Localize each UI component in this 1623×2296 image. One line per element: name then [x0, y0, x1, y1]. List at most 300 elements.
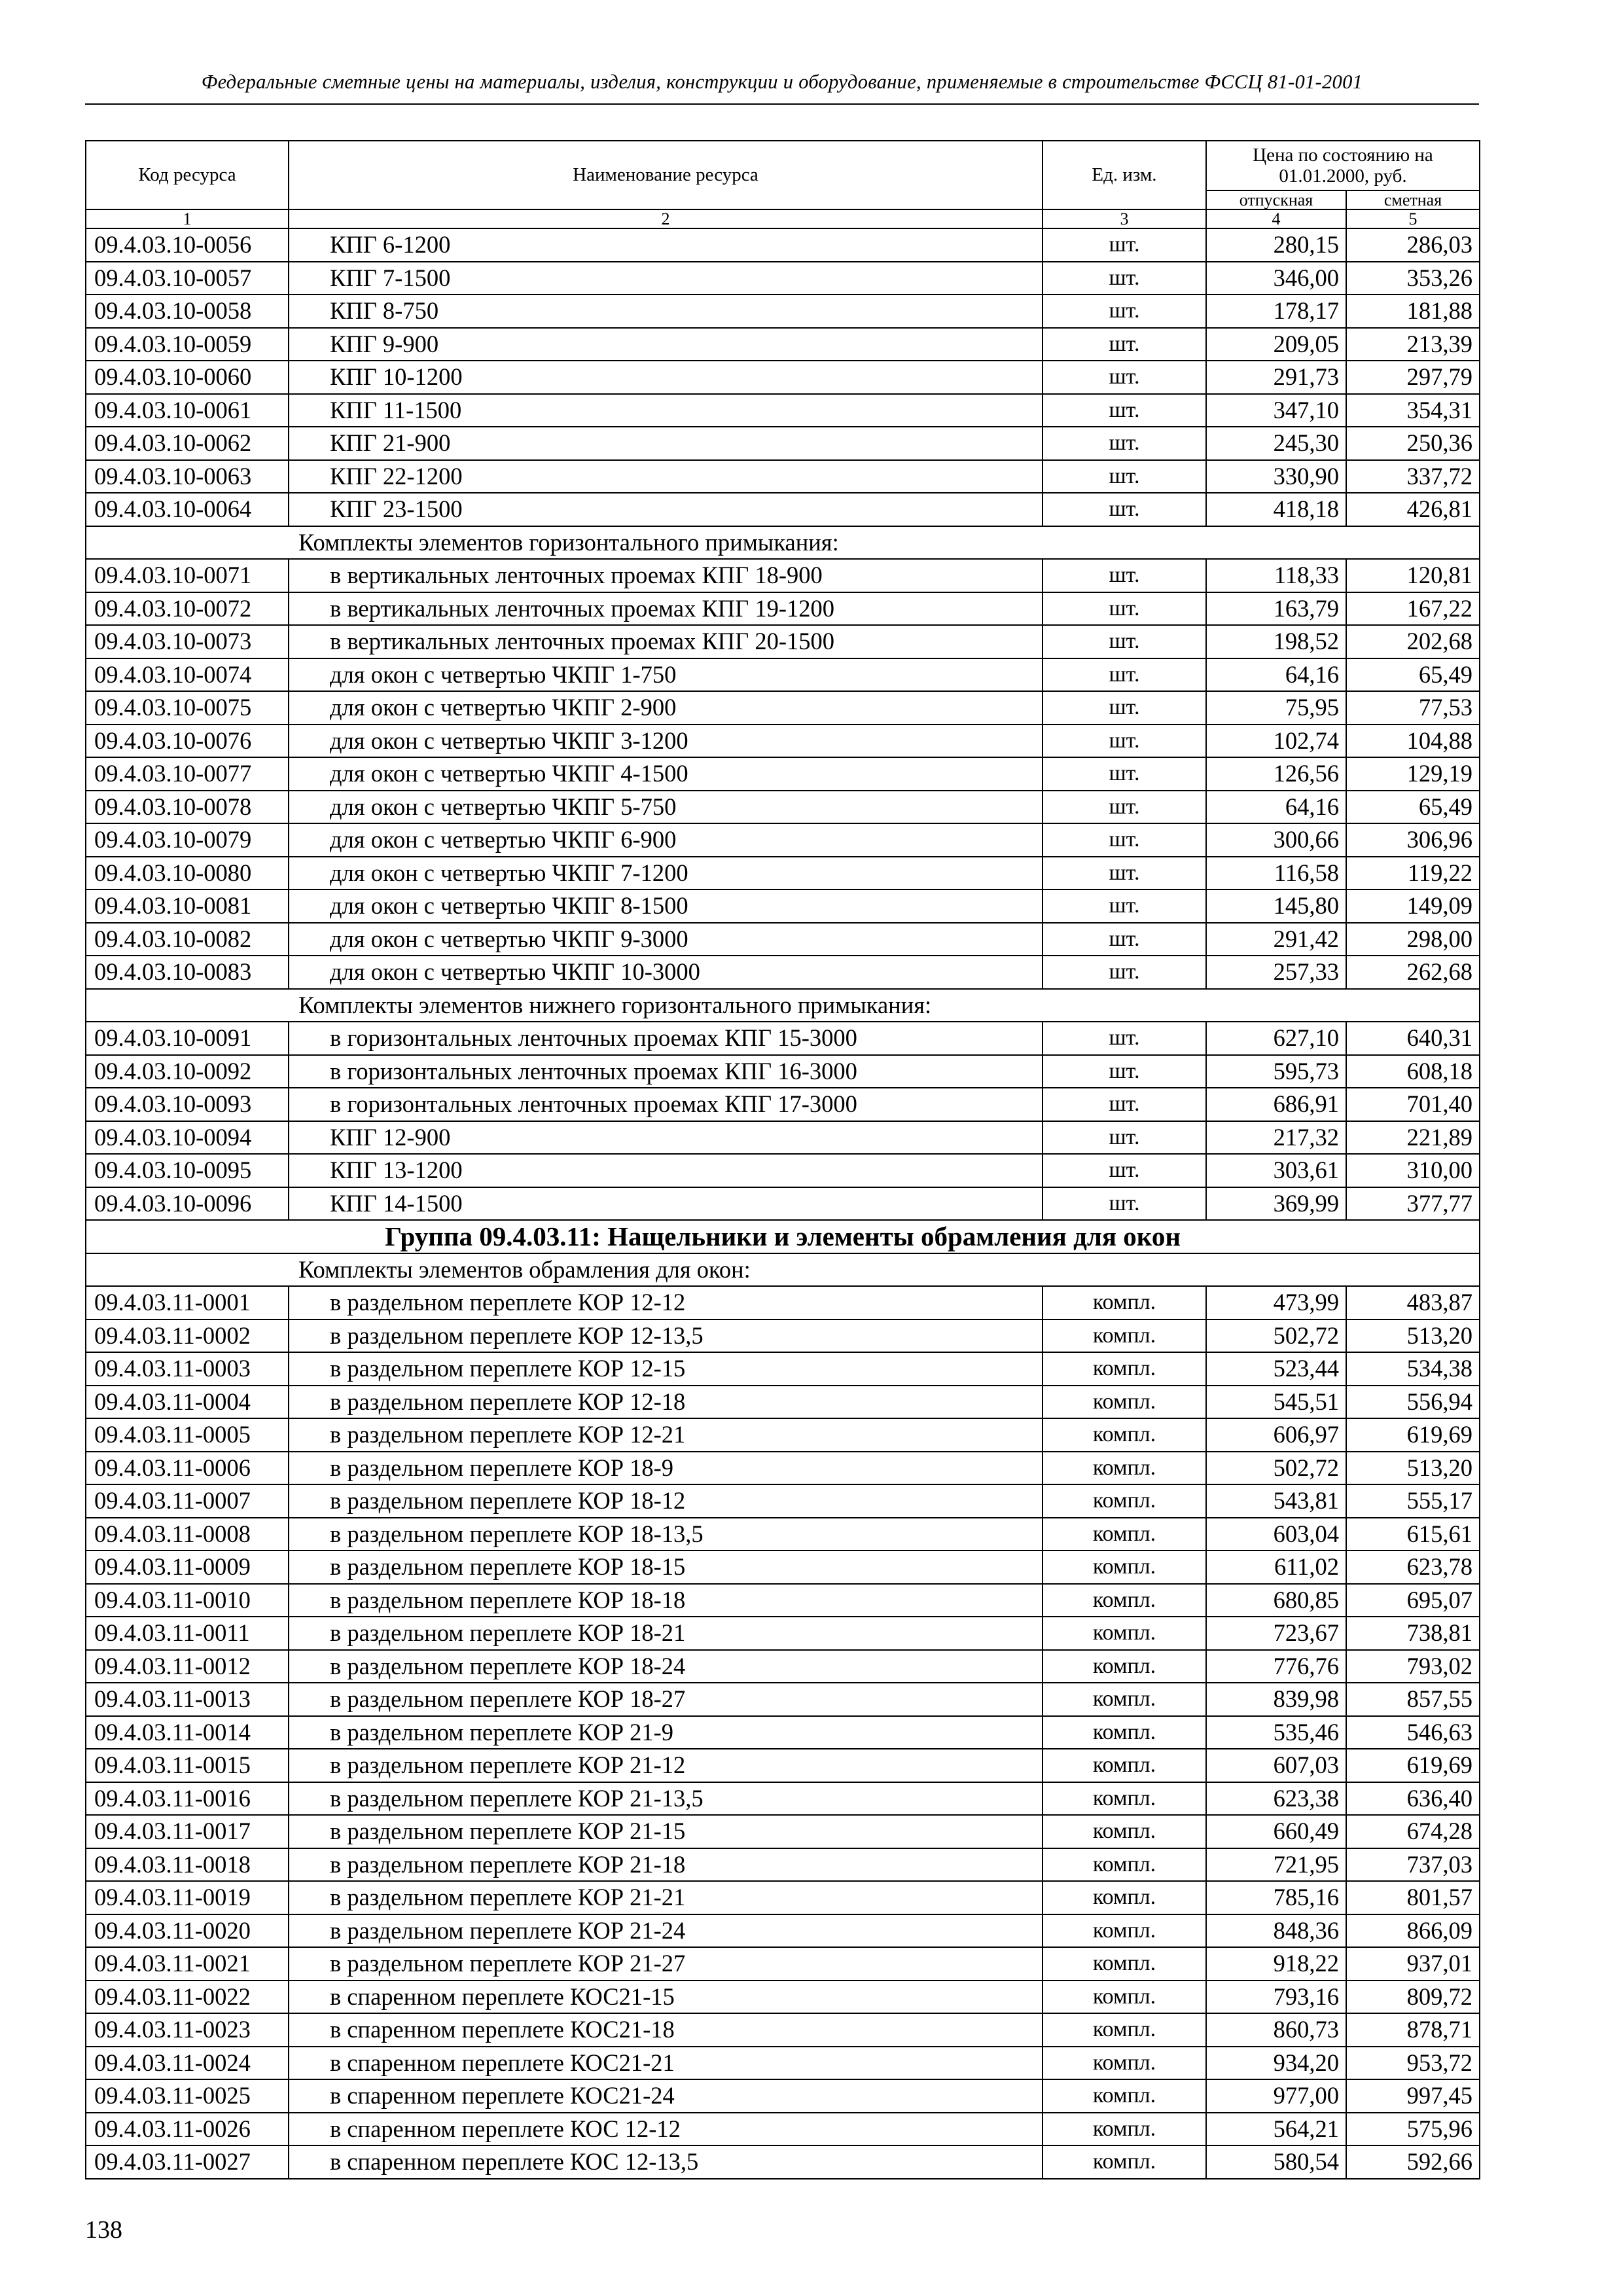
- release-price: 606,97: [1206, 1418, 1346, 1452]
- resource-name: в раздельном переплете КОР 21-24: [289, 1914, 1043, 1948]
- unit-of-measure: шт.: [1043, 1187, 1206, 1221]
- unit-of-measure: компл.: [1043, 1584, 1206, 1617]
- unit-of-measure: компл.: [1043, 2079, 1206, 2113]
- resource-code: 09.4.03.10-0072: [86, 592, 289, 626]
- column-number: 4: [1206, 209, 1346, 228]
- estimate-price: 377,77: [1346, 1187, 1480, 1221]
- table-row: [86, 2145, 1480, 2179]
- unit-of-measure: компл.: [1043, 1418, 1206, 1452]
- resource-name: КПГ 9-900: [289, 328, 1043, 361]
- unit-of-measure: шт.: [1043, 956, 1206, 989]
- resource-code: 09.4.03.11-0023: [86, 2013, 289, 2047]
- resource-code: 09.4.03.10-0063: [86, 460, 289, 493]
- table-row: [86, 228, 1480, 262]
- resource-code: 09.4.03.10-0062: [86, 427, 289, 460]
- estimate-price: 298,00: [1346, 923, 1480, 956]
- estimate-price: 592,66: [1346, 2145, 1480, 2179]
- resource-name: в вертикальных ленточных проемах КПГ 18-900: [289, 559, 1043, 592]
- resource-code: 09.4.03.11-0002: [86, 1319, 289, 1353]
- table-row: [86, 1386, 1480, 1419]
- unit-of-measure: шт.: [1043, 658, 1206, 692]
- estimate-price: 575,96: [1346, 2113, 1480, 2146]
- estimate-price: 809,72: [1346, 1981, 1480, 2014]
- estimate-price: 77,53: [1346, 691, 1480, 725]
- release-price: 848,36: [1206, 1914, 1346, 1948]
- estimate-price: 878,71: [1346, 2013, 1480, 2047]
- unit-of-measure: шт.: [1043, 1088, 1206, 1121]
- resource-name: в раздельном переплете КОР 18-9: [289, 1452, 1043, 1485]
- resource-code: 09.4.03.10-0073: [86, 625, 289, 658]
- resource-code: 09.4.03.10-0058: [86, 295, 289, 328]
- resource-name: КПГ 14-1500: [289, 1187, 1043, 1221]
- resource-name: для окон с четвертью ЧКПГ 6-900: [289, 823, 1043, 857]
- resource-name: в горизонтальных ленточных проемах КПГ 17-3000: [289, 1088, 1043, 1121]
- unit-of-measure: шт.: [1043, 228, 1206, 262]
- table-row: [86, 1121, 1480, 1155]
- table-row: [86, 1418, 1480, 1452]
- unit-of-measure: шт.: [1043, 262, 1206, 295]
- resource-code: 09.4.03.11-0017: [86, 1815, 289, 1848]
- estimate-price: 866,09: [1346, 1914, 1480, 1948]
- resource-name: КПГ 21-900: [289, 427, 1043, 460]
- estimate-price: 534,38: [1346, 1352, 1480, 1386]
- resource-name: в раздельном переплете КОР 12-18: [289, 1386, 1043, 1419]
- estimate-price: 286,03: [1346, 228, 1480, 262]
- resource-name: в раздельном переплете КОР 18-12: [289, 1484, 1043, 1518]
- table-row: [86, 328, 1480, 361]
- unit-of-measure: компл.: [1043, 2013, 1206, 2047]
- resource-name: для окон с четвертью ЧКПГ 7-1200: [289, 857, 1043, 890]
- resource-code: 09.4.03.11-0011: [86, 1617, 289, 1650]
- release-price: 603,04: [1206, 1518, 1346, 1551]
- release-price: 523,44: [1206, 1352, 1346, 1386]
- resource-name: КПГ 12-900: [289, 1121, 1043, 1155]
- subheading-row: [86, 989, 1480, 1022]
- release-price: 118,33: [1206, 559, 1346, 592]
- estimate-price: 262,68: [1346, 956, 1480, 989]
- release-price: 918,22: [1206, 1947, 1346, 1981]
- unit-of-measure: шт.: [1043, 923, 1206, 956]
- estimate-price: 953,72: [1346, 2047, 1480, 2080]
- release-price: 116,58: [1206, 857, 1346, 890]
- release-price: 418,18: [1206, 493, 1346, 526]
- estimate-price: 104,88: [1346, 725, 1480, 758]
- resource-name: для окон с четвертью ЧКПГ 2-900: [289, 691, 1043, 725]
- resource-code: 09.4.03.10-0083: [86, 956, 289, 989]
- unit-of-measure: компл.: [1043, 1947, 1206, 1981]
- table-row: [86, 1981, 1480, 2014]
- table-row: [86, 1782, 1480, 1816]
- unit-of-measure: шт.: [1043, 691, 1206, 725]
- unit-of-measure: компл.: [1043, 1848, 1206, 1882]
- release-price: 545,51: [1206, 1386, 1346, 1419]
- table-row: [86, 857, 1480, 890]
- resource-code: 09.4.03.10-0071: [86, 559, 289, 592]
- resource-name: в спаренном переплете КОС 12-13,5: [289, 2145, 1043, 2179]
- header-rule: [85, 103, 1479, 105]
- resource-name: в раздельном переплете КОР 21-15: [289, 1815, 1043, 1848]
- table-row: [86, 1650, 1480, 1683]
- resource-name: в вертикальных ленточных проемах КПГ 20-1500: [289, 625, 1043, 658]
- table-row: [86, 2047, 1480, 2080]
- unit-of-measure: шт.: [1043, 559, 1206, 592]
- estimate-price: 701,40: [1346, 1088, 1480, 1121]
- release-price: 303,61: [1206, 1154, 1346, 1187]
- resource-name: в раздельном переплете КОР 18-24: [289, 1650, 1043, 1683]
- table-row: [86, 1584, 1480, 1617]
- resource-name: КПГ 11-1500: [289, 394, 1043, 427]
- table-row: [86, 1452, 1480, 1485]
- resource-name: в раздельном переплете КОР 12-21: [289, 1418, 1043, 1452]
- release-price: 607,03: [1206, 1749, 1346, 1782]
- resource-name: в раздельном переплете КОР 21-12: [289, 1749, 1043, 1782]
- table-row: [86, 2113, 1480, 2146]
- estimate-price: 636,40: [1346, 1782, 1480, 1816]
- unit-of-measure: компл.: [1043, 1981, 1206, 2014]
- estimate-price: 513,20: [1346, 1319, 1480, 1353]
- header-unit: Ед. изм.: [1043, 141, 1206, 209]
- estimate-price: 801,57: [1346, 1881, 1480, 1914]
- resource-name: в раздельном переплете КОР 18-27: [289, 1683, 1043, 1716]
- resource-code: 09.4.03.10-0092: [86, 1055, 289, 1088]
- unit-of-measure: компл.: [1043, 1650, 1206, 1683]
- resource-code: 09.4.03.10-0080: [86, 857, 289, 890]
- estimate-price: 674,28: [1346, 1815, 1480, 1848]
- unit-of-measure: компл.: [1043, 1749, 1206, 1782]
- estimate-price: 513,20: [1346, 1452, 1480, 1485]
- column-number: 1: [86, 209, 289, 228]
- estimate-price: 695,07: [1346, 1584, 1480, 1617]
- table-row: [86, 592, 1480, 626]
- subheading: Комплекты элементов горизонтального примыкания:: [86, 526, 1480, 560]
- resource-code: 09.4.03.11-0019: [86, 1881, 289, 1914]
- resource-name: в горизонтальных ленточных проемах КПГ 15-3000: [289, 1022, 1043, 1055]
- unit-of-measure: шт.: [1043, 725, 1206, 758]
- resource-code: 09.4.03.10-0096: [86, 1187, 289, 1221]
- resource-code: 09.4.03.11-0003: [86, 1352, 289, 1386]
- release-price: 280,15: [1206, 228, 1346, 262]
- unit-of-measure: компл.: [1043, 1617, 1206, 1650]
- unit-of-measure: шт.: [1043, 823, 1206, 857]
- estimate-price: 354,31: [1346, 394, 1480, 427]
- resource-code: 09.4.03.11-0010: [86, 1584, 289, 1617]
- resource-name: для окон с четвертью ЧКПГ 10-3000: [289, 956, 1043, 989]
- unit-of-measure: компл.: [1043, 2047, 1206, 2080]
- resource-name: КПГ 8-750: [289, 295, 1043, 328]
- resource-code: 09.4.03.10-0095: [86, 1154, 289, 1187]
- resource-code: 09.4.03.11-0007: [86, 1484, 289, 1518]
- release-price: 198,52: [1206, 625, 1346, 658]
- table-row: [86, 1088, 1480, 1121]
- unit-of-measure: компл.: [1043, 1452, 1206, 1485]
- resource-code: 09.4.03.10-0056: [86, 228, 289, 262]
- resource-code: 09.4.03.10-0060: [86, 361, 289, 394]
- resource-code: 09.4.03.10-0057: [86, 262, 289, 295]
- release-price: 245,30: [1206, 427, 1346, 460]
- resource-name: в раздельном переплете КОР 18-18: [289, 1584, 1043, 1617]
- table-row: [86, 1352, 1480, 1386]
- resource-code: 09.4.03.10-0081: [86, 889, 289, 923]
- release-price: 102,74: [1206, 725, 1346, 758]
- header-name: Наименование ресурса: [289, 141, 1043, 209]
- table-row: [86, 1914, 1480, 1948]
- resource-name: для окон с четвертью ЧКПГ 5-750: [289, 791, 1043, 824]
- unit-of-measure: шт.: [1043, 857, 1206, 890]
- unit-of-measure: шт.: [1043, 427, 1206, 460]
- release-price: 145,80: [1206, 889, 1346, 923]
- subheading-row: [86, 1253, 1480, 1287]
- resource-name: в спаренном переплете КОС21-15: [289, 1981, 1043, 2014]
- column-number: 2: [289, 209, 1043, 228]
- resource-code: 09.4.03.10-0064: [86, 493, 289, 526]
- resource-name: КПГ 22-1200: [289, 460, 1043, 493]
- resource-code: 09.4.03.10-0094: [86, 1121, 289, 1155]
- resource-name: в раздельном переплете КОР 21-9: [289, 1716, 1043, 1749]
- table-body: [86, 228, 1480, 2179]
- estimate-price: 306,96: [1346, 823, 1480, 857]
- resource-code: 09.4.03.11-0004: [86, 1386, 289, 1419]
- table-row: [86, 725, 1480, 758]
- running-header: Федеральные сметные цены на материалы, изделия, конструкции и оборудование, применяемые в строительстве ФССЦ 81-01-2001: [201, 71, 1363, 93]
- resource-name: для окон с четвертью ЧКПГ 4-1500: [289, 757, 1043, 791]
- unit-of-measure: шт.: [1043, 625, 1206, 658]
- release-price: 721,95: [1206, 1848, 1346, 1882]
- estimate-price: 623,78: [1346, 1551, 1480, 1584]
- release-price: 860,73: [1206, 2013, 1346, 2047]
- release-price: 793,16: [1206, 1981, 1346, 2014]
- release-price: 543,81: [1206, 1484, 1346, 1518]
- estimate-price: 615,61: [1346, 1518, 1480, 1551]
- table-row: [86, 1286, 1480, 1319]
- unit-of-measure: компл.: [1043, 1286, 1206, 1319]
- resource-code: 09.4.03.10-0078: [86, 791, 289, 824]
- unit-of-measure: компл.: [1043, 1386, 1206, 1419]
- resource-code: 09.4.03.10-0082: [86, 923, 289, 956]
- resource-name: в раздельном переплете КОР 18-15: [289, 1551, 1043, 1584]
- unit-of-measure: компл.: [1043, 1881, 1206, 1914]
- release-price: 502,72: [1206, 1452, 1346, 1485]
- release-price: 686,91: [1206, 1088, 1346, 1121]
- estimate-price: 181,88: [1346, 295, 1480, 328]
- release-price: 300,66: [1206, 823, 1346, 857]
- unit-of-measure: шт.: [1043, 295, 1206, 328]
- estimate-price: 857,55: [1346, 1683, 1480, 1716]
- table-row: [86, 757, 1480, 791]
- resource-code: 09.4.03.10-0077: [86, 757, 289, 791]
- resource-code: 09.4.03.11-0018: [86, 1848, 289, 1882]
- resource-code: 09.4.03.10-0075: [86, 691, 289, 725]
- unit-of-measure: шт.: [1043, 889, 1206, 923]
- estimate-price: 619,69: [1346, 1418, 1480, 1452]
- table-row: [86, 1617, 1480, 1650]
- resource-name: в спаренном переплете КОС21-21: [289, 2047, 1043, 2080]
- release-price: 347,10: [1206, 394, 1346, 427]
- estimate-price: 353,26: [1346, 262, 1480, 295]
- resource-name: КПГ 10-1200: [289, 361, 1043, 394]
- estimate-price: 556,94: [1346, 1386, 1480, 1419]
- table-row: [86, 1716, 1480, 1749]
- resource-code: 09.4.03.11-0001: [86, 1286, 289, 1319]
- unit-of-measure: шт.: [1043, 791, 1206, 824]
- table-row: [86, 1947, 1480, 1981]
- release-price: 64,16: [1206, 658, 1346, 692]
- resource-code: 09.4.03.11-0024: [86, 2047, 289, 2080]
- table-row: [86, 1749, 1480, 1782]
- table-row: [86, 394, 1480, 427]
- unit-of-measure: компл.: [1043, 1716, 1206, 1749]
- resource-code: 09.4.03.10-0076: [86, 725, 289, 758]
- resource-name: в спаренном переплете КОС21-24: [289, 2079, 1043, 2113]
- estimate-price: 997,45: [1346, 2079, 1480, 2113]
- table-row: [86, 691, 1480, 725]
- table-row: [86, 889, 1480, 923]
- estimate-price: 555,17: [1346, 1484, 1480, 1518]
- estimate-price: 310,00: [1346, 1154, 1480, 1187]
- resource-name: в раздельном переплете КОР 18-13,5: [289, 1518, 1043, 1551]
- release-price: 776,76: [1206, 1650, 1346, 1683]
- column-number: 3: [1043, 209, 1206, 228]
- table-row: [86, 1683, 1480, 1716]
- resource-name: в раздельном переплете КОР 18-21: [289, 1617, 1043, 1650]
- unit-of-measure: компл.: [1043, 1683, 1206, 1716]
- table-row: [86, 791, 1480, 824]
- resource-code: 09.4.03.11-0020: [86, 1914, 289, 1948]
- resource-code: 09.4.03.10-0061: [86, 394, 289, 427]
- price-table: [85, 140, 1480, 2179]
- estimate-price: 120,81: [1346, 559, 1480, 592]
- resource-code: 09.4.03.11-0025: [86, 2079, 289, 2113]
- release-price: 680,85: [1206, 1584, 1346, 1617]
- estimate-price: 337,72: [1346, 460, 1480, 493]
- unit-of-measure: шт.: [1043, 394, 1206, 427]
- resource-name: КПГ 7-1500: [289, 262, 1043, 295]
- resource-name: в раздельном переплете КОР 12-13,5: [289, 1319, 1043, 1353]
- resource-code: 09.4.03.11-0014: [86, 1716, 289, 1749]
- release-price: 163,79: [1206, 592, 1346, 626]
- resource-code: 09.4.03.10-0091: [86, 1022, 289, 1055]
- header-estimate-price: сметная: [1346, 190, 1480, 209]
- unit-of-measure: компл.: [1043, 2145, 1206, 2179]
- resource-name: в раздельном переплете КОР 12-15: [289, 1352, 1043, 1386]
- unit-of-measure: компл.: [1043, 2113, 1206, 2146]
- estimate-price: 546,63: [1346, 1716, 1480, 1749]
- table-row: [86, 1187, 1480, 1221]
- estimate-price: 213,39: [1346, 328, 1480, 361]
- resource-code: 09.4.03.11-0016: [86, 1782, 289, 1816]
- table-row: [86, 559, 1480, 592]
- table-row: [86, 361, 1480, 394]
- resource-name: для окон с четвертью ЧКПГ 8-1500: [289, 889, 1043, 923]
- resource-code: 09.4.03.11-0009: [86, 1551, 289, 1584]
- release-price: 209,05: [1206, 328, 1346, 361]
- resource-code: 09.4.03.11-0006: [86, 1452, 289, 1485]
- table-row: [86, 1319, 1480, 1353]
- release-price: 623,38: [1206, 1782, 1346, 1816]
- estimate-price: 119,22: [1346, 857, 1480, 890]
- release-price: 346,00: [1206, 262, 1346, 295]
- resource-name: в раздельном переплете КОР 12-12: [289, 1286, 1043, 1319]
- release-price: 564,21: [1206, 2113, 1346, 2146]
- estimate-price: 738,81: [1346, 1617, 1480, 1650]
- release-price: 535,46: [1206, 1716, 1346, 1749]
- release-price: 660,49: [1206, 1815, 1346, 1848]
- unit-of-measure: шт.: [1043, 592, 1206, 626]
- release-price: 291,42: [1206, 923, 1346, 956]
- table-row: [86, 1022, 1480, 1055]
- release-price: 977,00: [1206, 2079, 1346, 2113]
- release-price: 785,16: [1206, 1881, 1346, 1914]
- resource-code: 09.4.03.11-0015: [86, 1749, 289, 1782]
- release-price: 64,16: [1206, 791, 1346, 824]
- resource-name: в раздельном переплете КОР 21-27: [289, 1947, 1043, 1981]
- subheading: Комплекты элементов обрамления для окон:: [86, 1253, 1480, 1287]
- table-row: [86, 2079, 1480, 2113]
- unit-of-measure: шт.: [1043, 493, 1206, 526]
- resource-name: КПГ 13-1200: [289, 1154, 1043, 1187]
- estimate-price: 483,87: [1346, 1286, 1480, 1319]
- table-row: [86, 956, 1480, 989]
- estimate-price: 793,02: [1346, 1650, 1480, 1683]
- table-row: [86, 2013, 1480, 2047]
- table-row: [86, 427, 1480, 460]
- unit-of-measure: компл.: [1043, 1484, 1206, 1518]
- estimate-price: 737,03: [1346, 1848, 1480, 1882]
- release-price: 611,02: [1206, 1551, 1346, 1584]
- release-price: 217,32: [1206, 1121, 1346, 1155]
- unit-of-measure: компл.: [1043, 1815, 1206, 1848]
- estimate-price: 221,89: [1346, 1121, 1480, 1155]
- table-row: [86, 1551, 1480, 1584]
- resource-name: для окон с четвертью ЧКПГ 1-750: [289, 658, 1043, 692]
- resource-code: 09.4.03.10-0093: [86, 1088, 289, 1121]
- resource-name: в раздельном переплете КОР 21-21: [289, 1881, 1043, 1914]
- unit-of-measure: шт.: [1043, 757, 1206, 791]
- estimate-price: 426,81: [1346, 493, 1480, 526]
- estimate-price: 202,68: [1346, 625, 1480, 658]
- resource-name: в горизонтальных ленточных проемах КПГ 16-3000: [289, 1055, 1043, 1088]
- header-code: Код ресурса: [86, 141, 289, 209]
- estimate-price: 65,49: [1346, 791, 1480, 824]
- table-row: [86, 1881, 1480, 1914]
- unit-of-measure: шт.: [1043, 328, 1206, 361]
- page-number: 138: [85, 2216, 122, 2244]
- resource-code: 09.4.03.11-0021: [86, 1947, 289, 1981]
- unit-of-measure: шт.: [1043, 361, 1206, 394]
- release-price: 934,20: [1206, 2047, 1346, 2080]
- unit-of-measure: компл.: [1043, 1782, 1206, 1816]
- release-price: 369,99: [1206, 1187, 1346, 1221]
- release-price: 723,67: [1206, 1617, 1346, 1650]
- resource-name: в раздельном переплете КОР 21-13,5: [289, 1782, 1043, 1816]
- resource-name: КПГ 6-1200: [289, 228, 1043, 262]
- estimate-price: 297,79: [1346, 361, 1480, 394]
- resource-name: в вертикальных ленточных проемах КПГ 19-1200: [289, 592, 1043, 626]
- table-row: [86, 262, 1480, 295]
- unit-of-measure: шт.: [1043, 1154, 1206, 1187]
- resource-name: для окон с четвертью ЧКПГ 3-1200: [289, 725, 1043, 758]
- unit-of-measure: компл.: [1043, 1551, 1206, 1584]
- resource-name: в спаренном переплете КОС 12-12: [289, 2113, 1043, 2146]
- table-row: [86, 923, 1480, 956]
- group-heading-row: [86, 1220, 1480, 1253]
- release-price: 839,98: [1206, 1683, 1346, 1716]
- release-price: 178,17: [1206, 295, 1346, 328]
- resource-code: 09.4.03.11-0012: [86, 1650, 289, 1683]
- unit-of-measure: компл.: [1043, 1518, 1206, 1551]
- estimate-price: 65,49: [1346, 658, 1480, 692]
- resource-code: 09.4.03.11-0005: [86, 1418, 289, 1452]
- release-price: 126,56: [1206, 757, 1346, 791]
